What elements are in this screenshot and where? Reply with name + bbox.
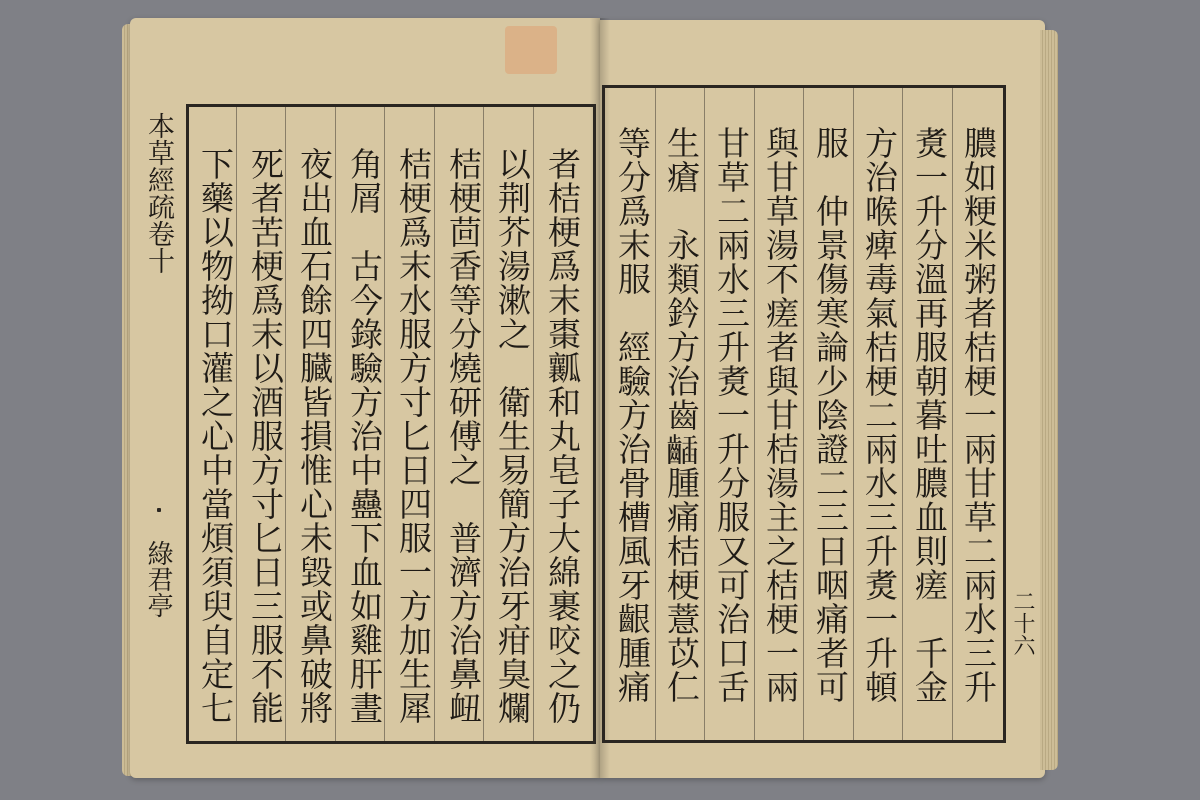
column-rule (902, 88, 903, 740)
column-rule (655, 88, 656, 740)
text-column: 等分爲末服 經驗方治骨槽風牙齦腫痛 (613, 126, 652, 704)
column-rule (533, 107, 534, 741)
margin-publisher: 綠君亭 (143, 540, 173, 618)
column-rule (803, 88, 804, 740)
text-column: 以荆芥湯漱之 衛生易簡方治牙疳臭爛 (493, 147, 532, 725)
column-rule (704, 88, 705, 740)
column-rule (335, 107, 336, 741)
text-column: 者桔梗爲末棗瓤和丸皂子大綿裹咬之仍 (543, 147, 582, 725)
page-number: 二十六 (1010, 590, 1035, 656)
margin-title: 本草經疏卷十 (143, 112, 174, 274)
text-column: 方治喉痺毒氣桔梗二兩水三升煑一升頓 (860, 126, 899, 704)
text-column: 煑一升分溫再服朝暮吐膿血則瘥 千金 (910, 126, 949, 704)
text-column: 角屑 古今錄驗方治中蠱下血如雞肝晝 (345, 147, 384, 725)
column-rule (236, 107, 237, 741)
text-column: 膿如粳米粥者桔梗一兩甘草二兩水三升 (959, 126, 998, 704)
margin-dot (157, 508, 161, 512)
text-column: 與甘草湯不瘥者與甘桔湯主之桔梗一兩 (761, 126, 800, 704)
right-page-edges (1040, 30, 1058, 770)
right-text-frame (602, 85, 1006, 743)
column-rule (434, 107, 435, 741)
text-column: 甘草二兩水三升煑一升分服又可治口舌 (712, 126, 751, 704)
ink-stain (505, 26, 557, 74)
text-column: 桔梗爲末水服方寸匕日四服一方加生犀 (394, 147, 433, 725)
column-rule (853, 88, 854, 740)
column-rule (384, 107, 385, 741)
column-rule (952, 88, 953, 740)
text-column: 夜出血石餘四臓皆損惟心未毀或鼻破將 (295, 147, 334, 725)
column-rule (285, 107, 286, 741)
column-rule (483, 107, 484, 741)
text-column: 生瘡 永類鈐方治齒𪘾腫痛桔梗薏苡仁 (662, 126, 701, 704)
left-text-frame (186, 104, 596, 744)
text-column: 下藥以物拗口灌之心中當煩須臾自定七 (196, 147, 235, 725)
text-column: 服 仲景傷寒論少陰證二三日咽痛者可 (811, 126, 850, 704)
text-column: 死者苦梗爲末以酒服方寸匕日三服不能 (246, 147, 285, 725)
column-rule (754, 88, 755, 740)
text-column: 桔梗茴香等分燒研傅之 普濟方治鼻衄 (444, 147, 483, 725)
